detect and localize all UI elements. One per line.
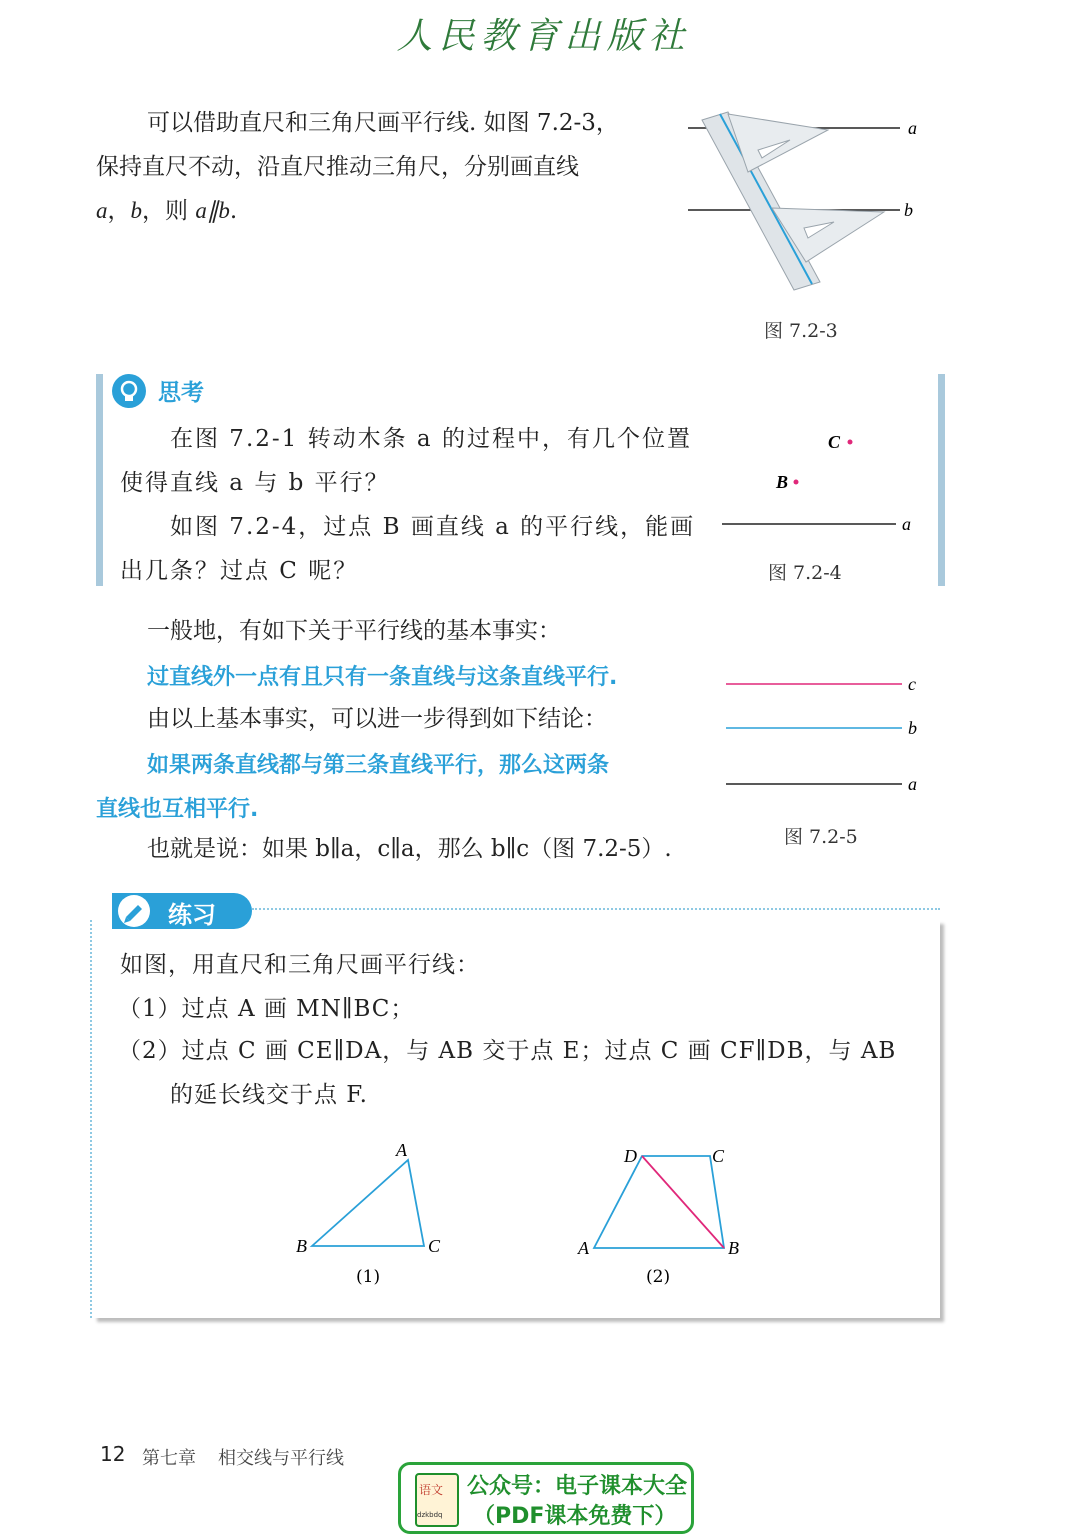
exercise-figure-2: [572, 1138, 752, 1298]
label-c: c: [908, 674, 916, 694]
caption-7-2-5: 图 7.2-5: [784, 826, 858, 848]
conclusion-line2: 直线也互相平行.: [96, 797, 259, 822]
var-b: b: [130, 198, 142, 223]
label-d: D: [624, 1146, 637, 1166]
label-a: a: [902, 514, 911, 534]
conclusion-line1: 如果两条直线都与第三条直线平行，那么这两条: [147, 753, 610, 778]
caption-2: (2): [646, 1267, 671, 1287]
quadrilateral-dcba: [594, 1156, 724, 1248]
label-c: C: [828, 432, 841, 452]
label-b: B: [296, 1236, 307, 1256]
figure-7-2-3: [688, 100, 928, 300]
banner-line-2: （PDF课本免费下）: [473, 1504, 677, 1529]
exercise-tag: [112, 893, 252, 929]
promo-banner[interactable]: [398, 1462, 694, 1534]
var-a: a: [96, 198, 108, 223]
exercise-figure-1: [290, 1138, 450, 1298]
fact-say: 也就是说：如果 b∥a，c∥a，那么 b∥c（图 7.2-5）.: [147, 836, 672, 862]
caption-7-2-4: 图 7.2-4: [768, 562, 842, 584]
label-b: B: [728, 1238, 739, 1258]
intro-line-3: [96, 190, 237, 232]
book-icon-small: dzkbdq: [417, 1511, 443, 1519]
label-b: B: [776, 472, 789, 492]
footer-chapter: 第七章: [142, 1448, 196, 1469]
intro-line-2: 保持直尺不动，沿直尺推动三角尺，分别画直线: [96, 154, 579, 180]
fact-intro: 一般地，有如下关于平行线的基本事实：: [147, 618, 561, 644]
exercise-top-rule: [252, 908, 940, 910]
exercise-left-rule: [90, 920, 92, 1318]
think-right-bar: [938, 374, 945, 586]
label-a: a: [908, 118, 917, 138]
figure-7-2-4: [716, 424, 926, 544]
think-p2-line1: 如图 7.2-4，过点 B 画直线 a 的平行线，能画: [170, 514, 696, 540]
sep: ，: [107, 198, 131, 224]
pencil-icon: [118, 895, 150, 927]
publisher-header: 人民教育出版社: [396, 16, 691, 57]
caption-7-2-3: 图 7.2-3: [764, 320, 838, 342]
triangle-abc: [312, 1160, 424, 1246]
book-icon: [415, 1473, 459, 1527]
banner-line-1: 公众号：电子课本大全: [467, 1474, 688, 1499]
exercise-intro: 如图，用直尺和三角尺画平行线：: [120, 952, 480, 978]
relation: a∥b: [195, 198, 230, 223]
exercise-title: 练习: [168, 901, 216, 929]
exercise-item-1: （1）过点 A 画 MN∥BC；: [118, 996, 415, 1022]
figure-7-2-5: [720, 670, 930, 800]
exercise-item-2-line1: （2）过点 C 画 CE∥DA，与 AB 交于点 E；过点 C 画 CF∥DB，与 AB: [118, 1038, 897, 1064]
bulb-icon: [112, 374, 146, 408]
label-b: b: [904, 200, 913, 220]
book-icon-text: 语文: [419, 1483, 444, 1497]
label-c: C: [712, 1146, 725, 1166]
point-c: [848, 440, 853, 445]
page-number: 12: [100, 1442, 126, 1466]
exercise-item-2-line2: 的延长线交于点 F.: [170, 1082, 368, 1108]
label-b: b: [908, 718, 917, 738]
think-p1-line1: 在图 7.2-1 转动木条 a 的过程中，有几个位置: [170, 426, 692, 452]
period: .: [229, 198, 238, 224]
point-b: [794, 480, 799, 485]
label-a: A: [396, 1140, 407, 1160]
fact-bridge: 由以上基本事实，可以进一步得到如下结论：: [147, 706, 607, 732]
label-c: C: [428, 1236, 441, 1256]
intro-line-1: 可以借助直尺和三角尺画平行线. 如图 7.2-3，: [147, 110, 619, 136]
then: ，则: [142, 198, 196, 224]
fact-statement: 过直线外一点有且只有一条直线与这条直线平行.: [147, 665, 618, 690]
caption-1: (1): [356, 1267, 381, 1287]
label-a: a: [908, 774, 917, 794]
label-a: A: [578, 1238, 589, 1258]
footer-section: 相交线与平行线: [218, 1448, 344, 1469]
think-p1-line2: 使得直线 a 与 b 平行？: [120, 470, 390, 496]
think-left-bar: [96, 374, 103, 586]
think-p2-line2: 出几条？过点 C 呢？: [120, 558, 359, 584]
think-title: 思考: [158, 380, 204, 406]
